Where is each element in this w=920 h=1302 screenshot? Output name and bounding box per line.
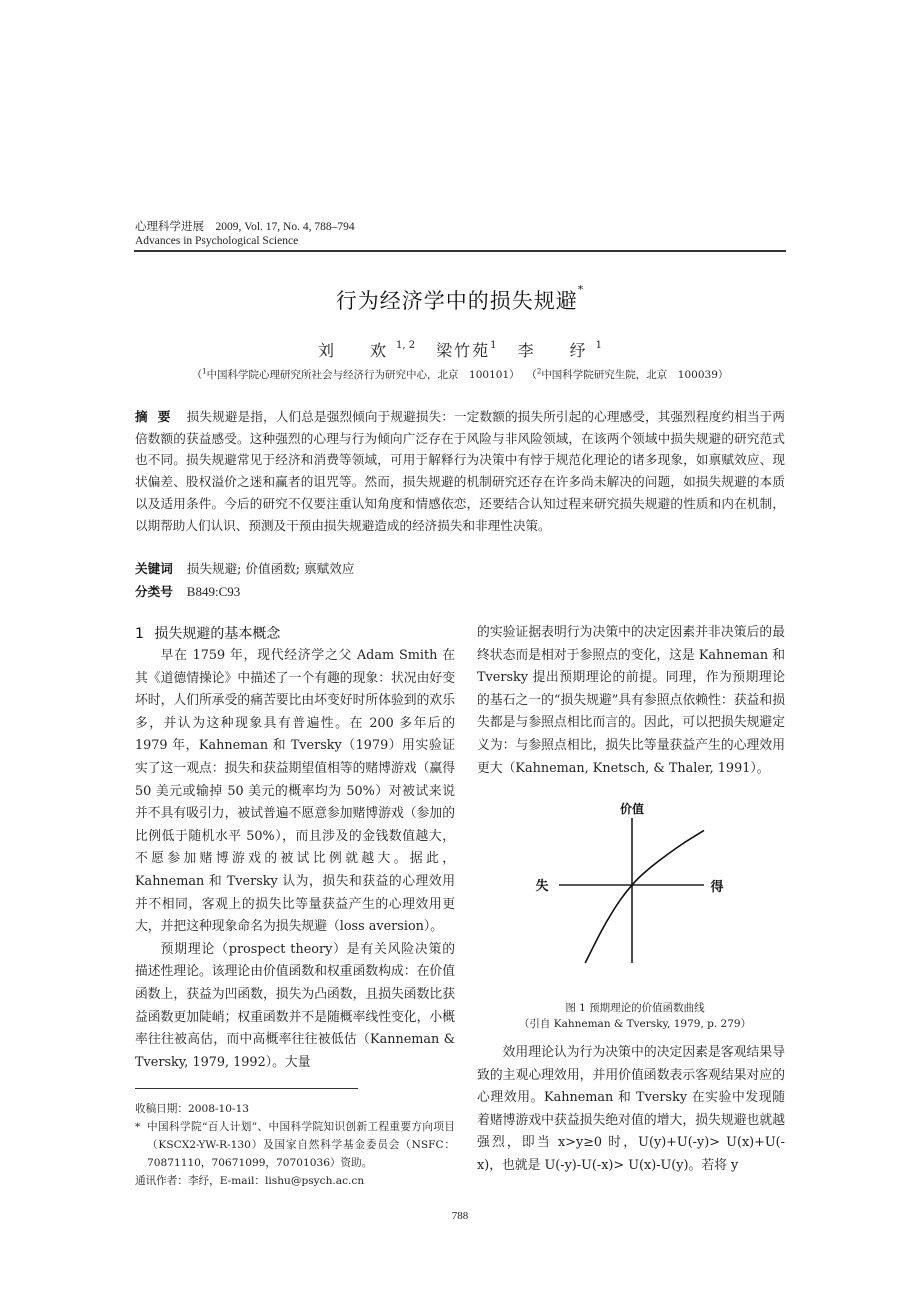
funding-text: 中国科学院“百人计划”、中国科学院知识创新工程重要方向项目（KSCX2-YW-R-130）及国家自然科学基金委员会（NSFC：70871110，70671099，70701036）资助。 bbox=[147, 1121, 455, 1169]
author bbox=[318, 341, 415, 360]
figure-source: （引自 Kahneman & Tversky, 1979, p. 279） bbox=[518, 1018, 752, 1030]
affiliation: 中国科学院研究生院，北京 100039 bbox=[541, 369, 718, 381]
keywords-row bbox=[135, 558, 354, 577]
classification-text: B849:C93 bbox=[186, 584, 241, 599]
journal-citation-line bbox=[135, 220, 355, 234]
value-function-chart bbox=[520, 795, 760, 995]
value-function-curve bbox=[585, 830, 704, 963]
paper-title-text: 行为经济学中的损失规避 bbox=[335, 289, 578, 313]
correspondence: 通讯作者：李纾，E-mail：lishu@psych.ac.cn bbox=[135, 1175, 365, 1187]
journal-name-en: Advances in Psychological Science bbox=[135, 235, 299, 247]
author-name: 李 纾 bbox=[517, 341, 596, 360]
abstract-label: 摘要 bbox=[135, 409, 181, 424]
author-affil-sup: 1, 2 bbox=[395, 339, 416, 351]
author-name: 梁竹苑 bbox=[436, 341, 491, 360]
section-title: 损失规避的基本概念 bbox=[154, 626, 281, 642]
classification-label: 分类号 bbox=[135, 584, 173, 599]
x-axis-label-loss: 失 bbox=[535, 879, 549, 894]
funding-marker: * bbox=[135, 1121, 141, 1133]
abstract-text: 损失规避是指，人们总是强烈倾向于规避损失：一定数额的损失所引起的心理感受，其强烈程度约相当于两倍数额的获益感受。这种强烈的心理与行为倾向广泛存在于风险与非风险领域，在该两个领域中损失规避的研究范式也不同。损失规避常见于经济和消费等领域，可用于解释行为决策中有悖于规范化理论的诸多现象，如禀赋效应、现状偏差、股权溢价之迷和赢者的诅咒等。然而，损失规避的机制研究还存在许多尚未解决的问题，如损失规避的本质以及适用条件。今后的研究不仅要注重认知角度和情感依恋，还要结合认知过程来研究损失规避的性质和内在机制，以期帮助人们认识、预测及干预由损失规避造成的经济损失和非理性决策。 bbox=[135, 409, 785, 533]
journal-name-cn: 心理科学进展 bbox=[135, 221, 204, 233]
figure-caption: 图 1 预期理论的价值函数曲线 bbox=[565, 1002, 705, 1014]
affil-sup: 1 bbox=[202, 367, 207, 376]
page-number: 788 bbox=[451, 1210, 469, 1222]
y-axis-label: 价值 bbox=[619, 802, 645, 816]
paragraph: 效用理论认为行为决策中的决定因素是客观结果导致的主观心理效用，并用价值函数表示客观结果对应的心理效用。Kahneman 和 Tversky 在实验中发现随着赌博游戏中获益损失绝对值的增大，损失规避也就越强烈，即当 x>y≥0 时，U(y)+U(-y)> U(x)+U(-x)，也就是 U(-y)-U(-x)> U(x)-U(y)。若将 y bbox=[477, 1045, 785, 1173]
author bbox=[436, 341, 496, 360]
author-name: 刘 欢 bbox=[317, 341, 396, 360]
keywords-label: 关键词 bbox=[135, 561, 173, 576]
header-rule bbox=[134, 250, 786, 252]
keywords-text: 损失规避; 价值函数; 禀赋效应 bbox=[186, 561, 355, 576]
footnotes bbox=[135, 1100, 455, 1190]
paper-title bbox=[0, 285, 920, 315]
paragraph: 的实验证据表明行为决策中的决定因素并非决策后的最终状态而是相对于参照点的变化，这是 Kahneman 和 Tversky 提出预期理论的前提。同理，作为预期理论的基石之一的“损失规避”具有参照点依赖性：获益和损失都是与参照点相比而言的。因此，可以把损失规避定义为：与参照点相比，损失比等量获益产生的心理效用更大（Kahneman, Knetsch, & Thaler, 1991）。 bbox=[477, 625, 785, 776]
paragraph: 早在 1759 年，现代经济学之父 Adam Smith 在其《道德情操论》中描述了一个有趣的现象：状况由好变坏时，人们所承受的痛苦要比由坏变好时所体验到的欢乐多，并认为这种现象具有普遍性。在 200 多年后的 1979 年，Kahneman 和 Tversky（1979）用实验证实了这一观点：损失和获益期望值相等的赌博游戏（赢得 50 美元或输掉 50 美元的概率均为 50%）对被试来说并不具有吸引力，被试普遍不愿意参加赌博游戏（参加的比例低于随机水平 50%），而且涉及的金钱数值越大，不愿参加赌博游戏的被试比例就越大。据此，Kahneman 和 Tversky 认为，损失和获益的心理效用并不相同，客观上的损失比等量获益产生的心理效用更大，并把这种现象命名为损失规避（loss aversion）。 bbox=[135, 648, 455, 935]
x-axis-label-gain: 得 bbox=[710, 880, 724, 895]
footnote-rule bbox=[135, 1088, 358, 1089]
author-list bbox=[0, 338, 920, 361]
figure-caption-block bbox=[470, 1000, 800, 1032]
right-column-top bbox=[477, 622, 785, 780]
figure-value-function bbox=[520, 795, 760, 995]
left-column bbox=[135, 645, 455, 1074]
author-affil-sup: 1 bbox=[595, 339, 603, 351]
abstract bbox=[135, 406, 785, 536]
received-date: 收稿日期：2008-10-13 bbox=[135, 1103, 250, 1115]
affiliations: （$^1$中国科学院心理研究所社会与经济行为研究中心，北京 100101） （$^2$中国科学院研究生院，北京 100039） bbox=[191, 367, 729, 381]
affiliation: 中国科学院心理研究所社会与经济行为研究中心，北京 100101 bbox=[206, 369, 510, 381]
author bbox=[518, 341, 602, 360]
funding-note bbox=[135, 1118, 455, 1172]
paragraph: 预期理论（prospect theory）是有关风险决策的描述性理论。该理论由价值函数和权重函数构成：在价值函数上，获益为凹函数，损失为凸函数，且损失函数比获益函数更加陡峭；权重函数并不是随概率线性变化，小概率往往被高估，而中高概率往往被低估（Kanneman & Tversky, 1979, 1992）。大量 bbox=[135, 941, 455, 1070]
journal-citation: 2009, Vol. 17, No. 4, 788–794 bbox=[215, 221, 355, 233]
section-number: 1 bbox=[135, 626, 144, 642]
right-column-bottom bbox=[477, 1042, 785, 1178]
section-heading bbox=[135, 623, 280, 643]
title-footnote-marker: * bbox=[577, 283, 585, 296]
author-affil-sup: 1 bbox=[490, 339, 497, 351]
classification-row bbox=[135, 581, 240, 600]
affil-sup: 2 bbox=[536, 367, 542, 376]
